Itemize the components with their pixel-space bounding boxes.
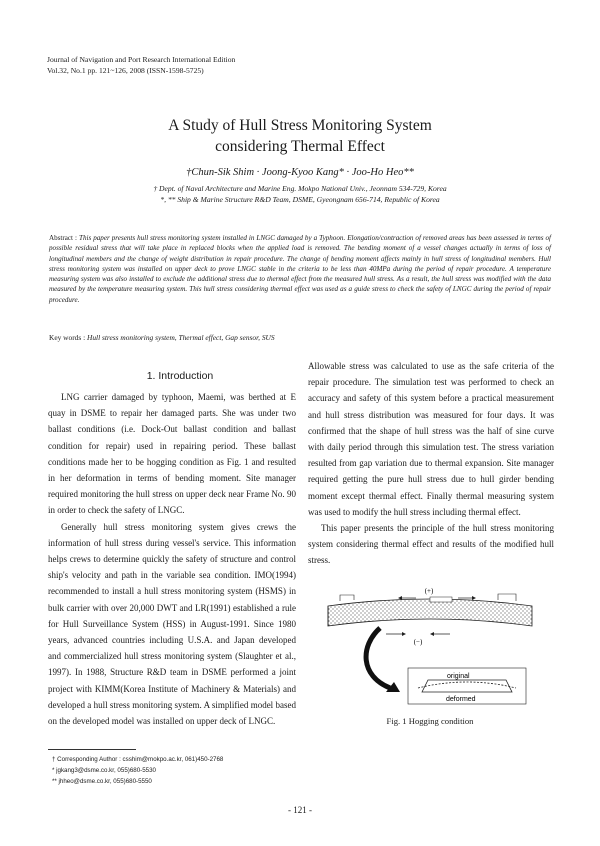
- footnote-rule: [48, 749, 136, 750]
- keywords: [49, 333, 551, 343]
- abstract-label: Abstract :: [49, 234, 77, 242]
- keywords-label: Key words :: [49, 333, 86, 342]
- affiliation-1: † Dept. of Naval Architecture and Marine Eng. Mokpo National Univ., Jeonnam 534-729, Korea: [153, 184, 447, 193]
- keywords-text: Hull stress monitoring system, Thermal effect, Gap sensor, SUS: [87, 333, 275, 342]
- paper-title-line1: A Study of Hull Stress Monitoring System: [168, 117, 432, 134]
- hogging-figure: [320, 584, 540, 714]
- ship-hull: [328, 594, 532, 626]
- paragraph: LNG carrier damaged by typhoon, Maemi, was berthed at E quay in DSME to repair her damaged parts. She was under two ballast conditions (i.e. Dock-Out ballast condition and ballast condition for repair) used in repairing period. These ballast conditions made her to be hogging condition as Fig. 1 and resulted in her deformation in terms of bending moment. Site manager required monitoring the hull stress on upper deck near Frame No. 90 in order to check the safety of LNGC.: [48, 392, 296, 516]
- footnote-2: * jgkang3@dsme.co.kr, 055)680-5530: [52, 767, 156, 774]
- left-column: [48, 389, 296, 729]
- paragraph: Generally hull stress monitoring system gives crews the information of hull stress during vessel's service. This information helps crews to determine quickly the safety of structure and control ship's velocity and path in the variable sea condition. IMO(1994) recommended to install a hull stress monitoring system (HSMS) in bulk carrier with over 20,000 DWT and LR(1991) established a rule for Hull Surveillance System (HSS) in August-1991. Since 1980 years, advanced countries including U.S.A. and Japan developed and commercialized hull stress monitoring system (Slaughter et al., 1997). In 1988, Structure R&D team in DSME performed a joint project with KIMM(Korea Institute of Machinery & Materials) and developed a hull stress monitoring system. A simplified model based on the developed model was installed on upper deck of LNGC.: [48, 521, 296, 727]
- authors: †Chun-Sik Shim · Joong-Kyoo Kang* · Joo-Ho Heo**: [186, 167, 414, 178]
- journal-volume: Vol.32, No.1 pp. 121~126, 2008 (ISSN-1598-5725): [47, 65, 204, 75]
- minus-label: (−): [413, 638, 423, 646]
- footnote-1: † Corresponding Author : csshim@mokpo.ac.kr, 061)450-2768: [52, 756, 224, 763]
- compression-arrows: [386, 632, 450, 636]
- paragraph: Allowable stress was calculated to use as the safe criteria of the repair procedure. The simulation test was performed to check an accuracy and safety of this system before a practical measurement and hull stress distribution was measured for four days. It was confirmed that the shape of hull stress was the half of sine curve with daily period through this simulation test. The stress variation resulted from gap variation due to thermal expansion. Site manager required getting the pure hull stress due to hull girder bending moment except thermal effect. Finally thermal measuring system was used to modify the hull stress including thermal effect.: [308, 361, 554, 517]
- deformed-label: deformed: [446, 696, 476, 703]
- journal-header: [47, 55, 235, 76]
- affiliations: [0, 183, 600, 205]
- journal-name: Journal of Navigation and Port Research International Edition: [47, 55, 236, 64]
- detail-arrow: [366, 628, 400, 692]
- right-column: [308, 358, 554, 569]
- footnote-3: ** jhheo@dsme.co.kr, 055)680-5550: [52, 778, 152, 785]
- affiliation-2: *, ** Ship & Marine Structure R&D Team, DSME, Gyeongnam 656-714, Republic of Korea: [160, 195, 440, 204]
- paper-title-line2: considering Thermal Effect: [215, 138, 385, 155]
- plus-label: (+): [424, 587, 434, 595]
- paragraph: This paper presents the principle of the hull stress monitoring system considering thermal effect and results of the modified hull stress.: [308, 523, 554, 566]
- figure-caption: Fig. 1 Hogging condition: [386, 716, 474, 726]
- footnotes: [52, 754, 223, 787]
- abstract-text: This paper presents hull stress monitoring system installed in LNGC damaged by a Typhoon. Elongation/contraction of removed areas has been assessed in terms of possible residual stress that will take place in replaced blocks when the applied load is removed. The bending moment of a vessel changes actually in terms of loss of longitudinal members and the change of weight distribution in repair procedure. The change of bending moment affects mainly in hull stress of longitudinal members. Hull stress monitoring system was installed on upper deck to prove LNGC stable in the criteria to be less than 40MPa during the period of repair procedure. A temperature measuring system was also installed to exclude the additional stress due to thermal effect from the measured hull stress. As a result, the hull stress was modified with the data measured by the temperature measuring system. This hull stress considering thermal effect was used as a guide stress to check the safety of LNGC during the period of repair procedure.: [49, 234, 551, 304]
- section-heading: 1. Introduction: [146, 370, 214, 382]
- original-label: original: [447, 673, 470, 680]
- page-number: - 121 -: [288, 805, 312, 815]
- abstract: [49, 233, 551, 305]
